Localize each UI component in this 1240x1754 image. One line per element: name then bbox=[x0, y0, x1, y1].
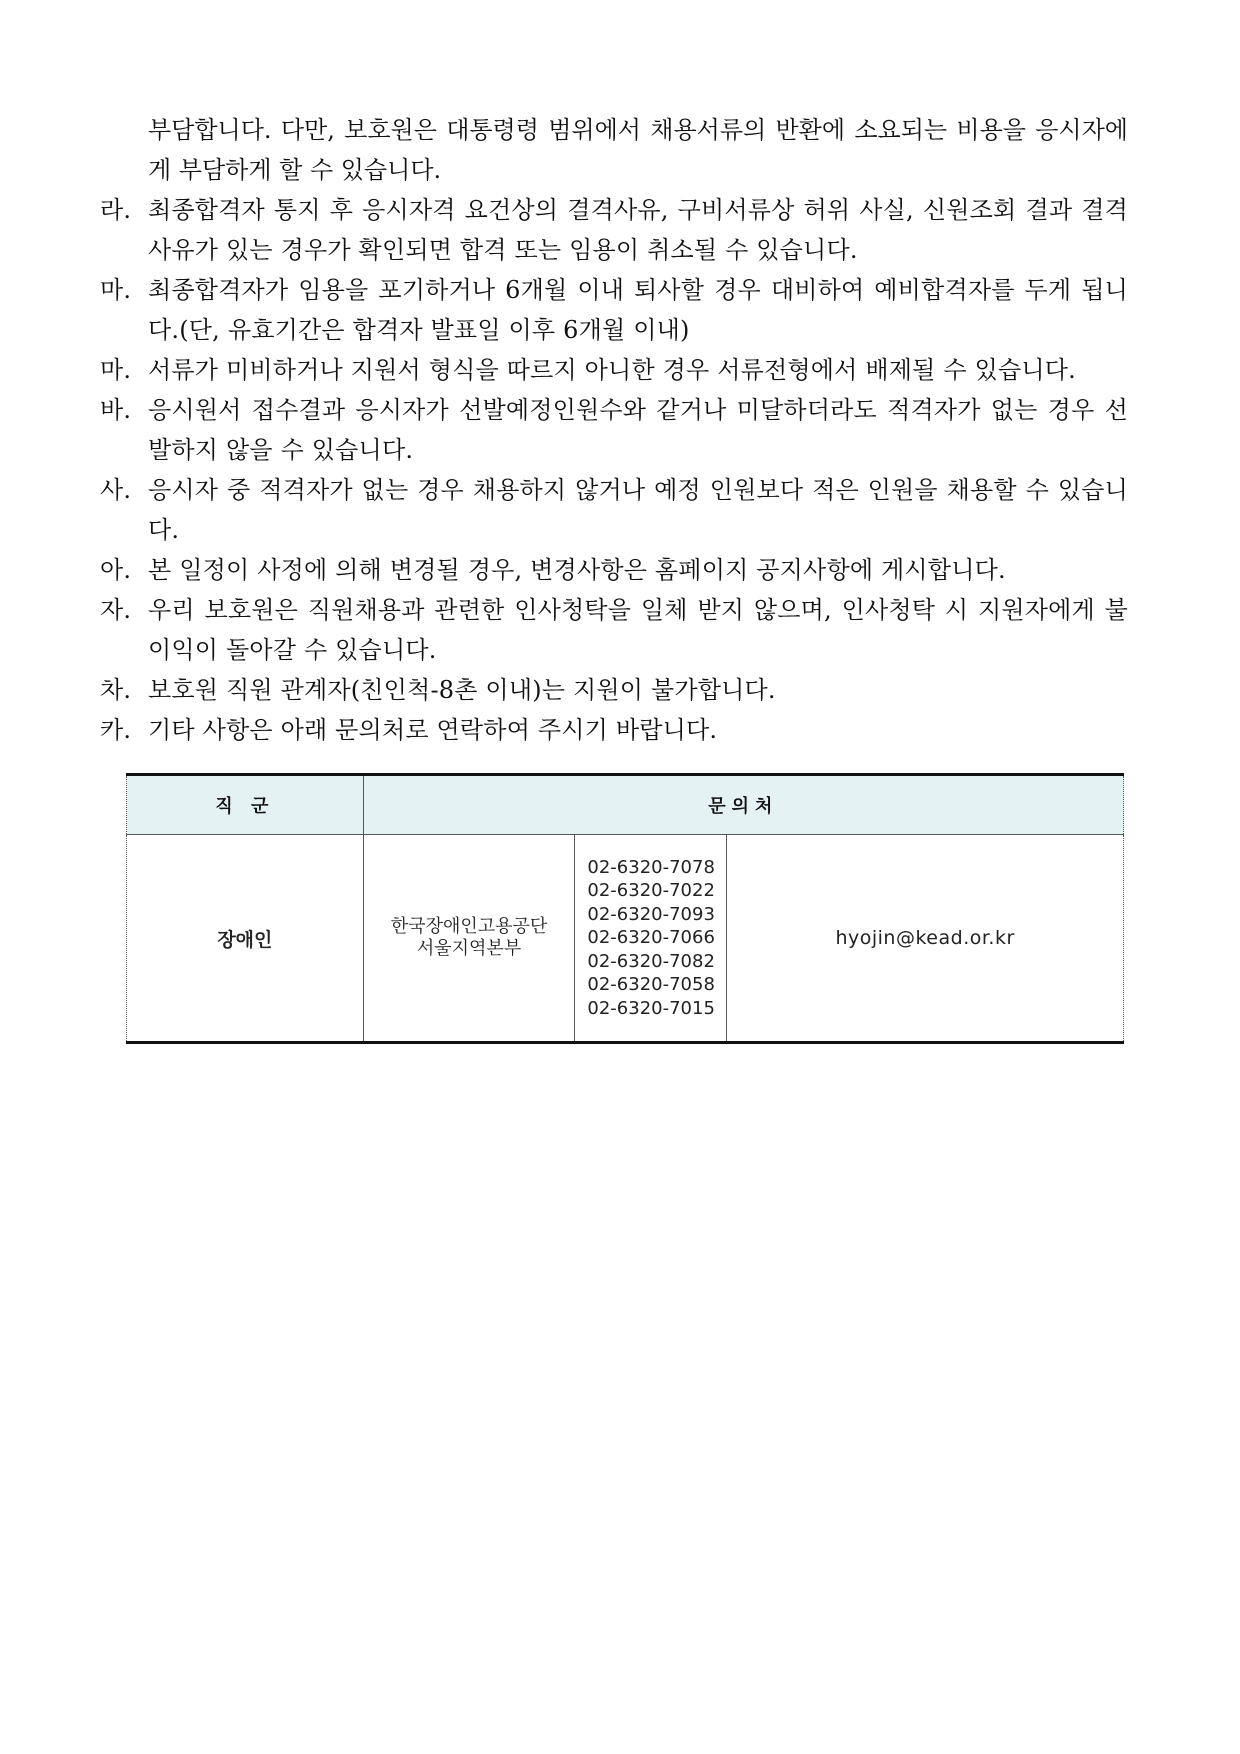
list-marker: 자. bbox=[100, 596, 132, 624]
list-item-text: 우리 보호원은 직원채용과 관련한 인사청탁을 일체 받지 않으며, 인사청탁 시 지원자에게 불이익이 돌아갈 수 있습니다. bbox=[148, 596, 1128, 664]
phone-number: 02-6320-7022 bbox=[587, 880, 715, 902]
list-item bbox=[100, 590, 1128, 670]
list-marker: 차. bbox=[100, 676, 132, 704]
list-marker: 마. bbox=[100, 276, 132, 304]
organization-branch: 서울지역본부 bbox=[416, 938, 522, 959]
list-item bbox=[100, 350, 1128, 390]
phone-number: 02-6320-7078 bbox=[587, 856, 715, 878]
header-category: 직 군 bbox=[127, 775, 364, 835]
list-item-text: 서류가 미비하거나 지원서 형식을 따르지 아니한 경우 서류전형에서 배제될 수 있습니다. bbox=[148, 356, 1076, 384]
list-item bbox=[100, 710, 1128, 750]
phone-number: 02-6320-7015 bbox=[587, 997, 715, 1019]
phone-number: 02-6320-7066 bbox=[587, 927, 715, 949]
organization-name: 한국장애인고용공단 bbox=[390, 916, 548, 937]
list-item-text: 최종합격자 통지 후 응시자격 요건상의 결격사유, 구비서류상 허위 사실, 신원조회 결과 결격사유가 있는 경우가 확인되면 합격 또는 임용이 취소될 수 있습니다. bbox=[148, 196, 1128, 264]
list-item-text: 응시자 중 적격자가 없는 경우 채용하지 않거나 예정 인원보다 적은 인원을 채용할 수 있습니다. bbox=[148, 476, 1128, 544]
phone-number: 02-6320-7058 bbox=[587, 974, 715, 996]
list-marker: 마. bbox=[100, 356, 132, 384]
list-item-text: 보호원 직원 관계자(친인척-8촌 이내)는 지원이 불가합니다. bbox=[148, 676, 776, 704]
category-cell: 장애인 bbox=[127, 835, 364, 1043]
document-body bbox=[100, 110, 1128, 750]
list-item-text: 기타 사항은 아래 문의처로 연락하여 주시기 바랍니다. bbox=[148, 716, 718, 744]
list-marker: 라. bbox=[100, 196, 132, 224]
list-marker: 아. bbox=[100, 556, 132, 584]
list-marker: 바. bbox=[100, 396, 132, 424]
phone-number: 02-6320-7082 bbox=[587, 950, 715, 972]
header-contact: 문의처 bbox=[363, 775, 1123, 835]
list-marker: 카. bbox=[100, 716, 132, 744]
list-item bbox=[100, 390, 1128, 470]
continuation-paragraph: 부담합니다. 다만, 보호원은 대통령령 범위에서 채용서류의 반환에 소요되는 비용을 응시자에게 부담하게 할 수 있습니다. bbox=[148, 116, 1128, 184]
list-item bbox=[100, 550, 1128, 590]
list-item-text: 최종합격자가 임용을 포기하거나 6개월 이내 퇴사할 경우 대비하여 예비합격자를 두게 됩니다.(단, 유효기간은 합격자 발표일 이후 6개월 이내) bbox=[148, 276, 1128, 344]
list-item-text: 응시원서 접수결과 응시자가 선발예정인원수와 같거나 미달하더라도 적격자가 없는 경우 선발하지 않을 수 있습니다. bbox=[148, 396, 1128, 464]
phone-number: 02-6320-7093 bbox=[587, 903, 715, 925]
table-header-row bbox=[127, 775, 1124, 835]
list-item bbox=[100, 190, 1128, 270]
table-row bbox=[127, 835, 1124, 1043]
list-marker: 사. bbox=[100, 476, 132, 504]
email-cell: hyojin@kead.or.kr bbox=[727, 835, 1124, 1043]
list-item bbox=[100, 470, 1128, 550]
list-item bbox=[100, 670, 1128, 710]
organization-cell bbox=[363, 835, 575, 1043]
contact-table bbox=[126, 773, 1124, 1044]
list-item bbox=[100, 270, 1128, 350]
list-item-text: 본 일정이 사정에 의해 변경될 경우, 변경사항은 홈페이지 공지사항에 게시합니다. bbox=[148, 556, 1006, 584]
phone-cell bbox=[575, 835, 727, 1043]
